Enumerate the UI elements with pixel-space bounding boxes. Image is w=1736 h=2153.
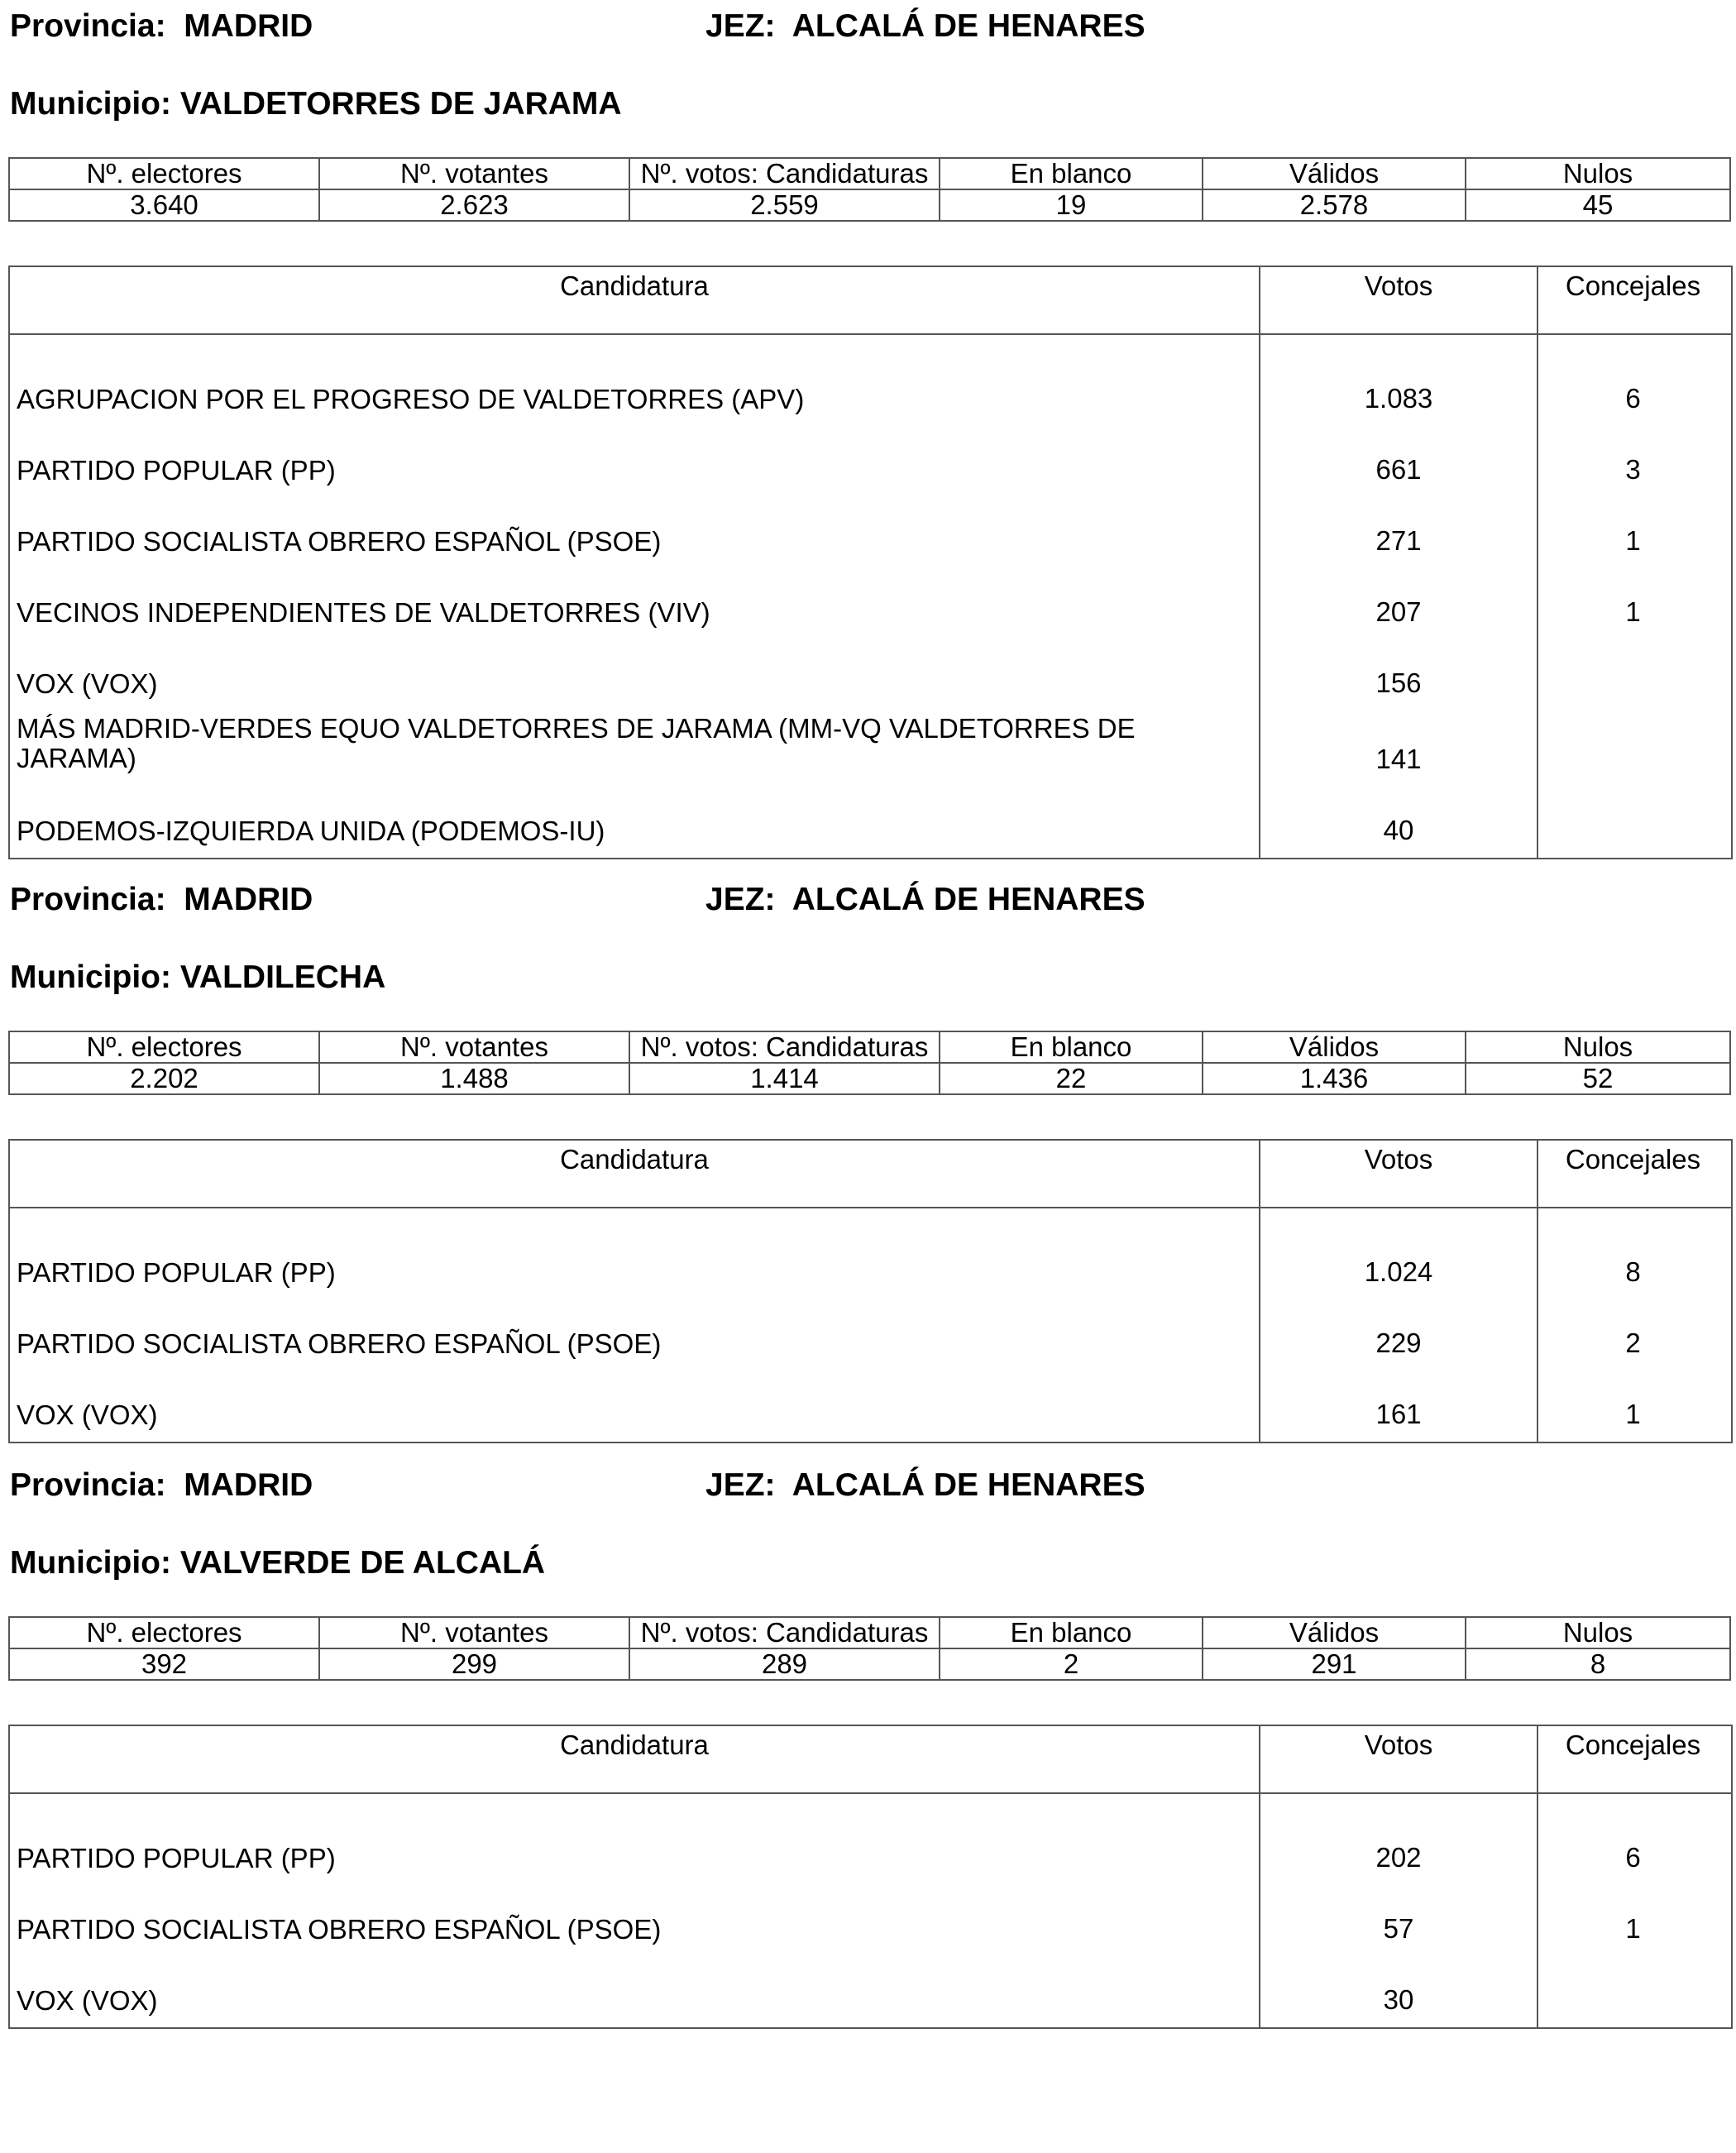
stats-value: 22: [940, 1063, 1203, 1094]
stats-header: Nº. votantes: [319, 1031, 629, 1063]
provincia-heading: Provincia: MADRID: [10, 882, 313, 917]
candidatura-row: [10, 710, 1731, 787]
candidatura-row: [10, 1299, 1731, 1371]
candidatura-votos: 1.083: [1260, 355, 1538, 426]
candidaturas-table: [8, 1725, 1733, 2029]
candidatura-concejales: [1538, 1956, 1728, 2027]
stats-value: 8: [1466, 1648, 1730, 1680]
candidatura-name: PARTIDO POPULAR (PP): [10, 1228, 1260, 1299]
stats-value: 392: [9, 1648, 319, 1680]
candidaturas-header: [10, 1726, 1731, 1794]
stats-header: Nulos: [1466, 1031, 1730, 1063]
stats-table: [8, 157, 1731, 222]
stats-header: Nulos: [1466, 1617, 1730, 1648]
candidatura-votos: 271: [1260, 497, 1538, 568]
stats-header: Nº. votos: Candidaturas: [629, 158, 940, 189]
candidatura-votos: 661: [1260, 426, 1538, 497]
stats-value: 2.559: [629, 189, 940, 221]
candidatura-name: VOX (VOX): [10, 1956, 1260, 2027]
candidatura-concejales: [1538, 710, 1728, 787]
candidatura-votos: 202: [1260, 1814, 1538, 1885]
candidatura-concejales: 6: [1625, 1842, 1641, 1873]
stats-value-row: [9, 1648, 1730, 1680]
candidatura-votos: 141: [1260, 710, 1538, 787]
candidatura-row: [10, 355, 1731, 426]
stats-header-row: [9, 158, 1730, 189]
stats-value: 291: [1203, 1648, 1466, 1680]
stats-value: 2.578: [1203, 189, 1466, 221]
stats-value: 1.436: [1203, 1063, 1466, 1094]
stats-header: Nº. votos: Candidaturas: [629, 1617, 940, 1648]
stats-table: [8, 1616, 1731, 1681]
candidatura-row: [10, 639, 1731, 710]
stats-value: 299: [319, 1648, 629, 1680]
candidatura-concejales: 3: [1625, 454, 1641, 485]
candidatura-votos: 229: [1260, 1299, 1538, 1371]
stats-header: Nº. votantes: [319, 158, 629, 189]
candidatura-name: AGRUPACION POR EL PROGRESO DE VALDETORRES (APV): [10, 355, 1260, 426]
stats-header: Válidos: [1203, 1617, 1466, 1648]
stats-header: Nº. votos: Candidaturas: [629, 1031, 940, 1063]
header-votos: Votos: [1260, 1141, 1538, 1207]
candidatura-row: [10, 1371, 1731, 1442]
candidatura-name: PARTIDO SOCIALISTA OBRERO ESPAÑOL (PSOE): [10, 1885, 1260, 1956]
candidatura-row: [10, 568, 1731, 639]
candidatura-votos: 57: [1260, 1885, 1538, 1956]
candidatura-votos: 40: [1260, 787, 1538, 858]
candidaturas-header: [10, 1141, 1731, 1208]
stats-header: En blanco: [940, 1031, 1203, 1063]
candidatura-row: [10, 1814, 1731, 1885]
candidatura-votos: 207: [1260, 568, 1538, 639]
candidatura-row: [10, 787, 1731, 858]
stats-value: 2.202: [9, 1063, 319, 1094]
candidatura-concejales: [1538, 639, 1728, 710]
jez-heading: JEZ: ALCALÁ DE HENARES: [705, 1467, 1145, 1503]
header-concejales: Concejales: [1565, 270, 1701, 301]
jez-heading: JEZ: ALCALÁ DE HENARES: [705, 8, 1145, 44]
stats-value: 3.640: [9, 189, 319, 221]
candidatura-name: VECINOS INDEPENDIENTES DE VALDETORRES (VIV): [10, 568, 1260, 639]
candidatura-concejales: 8: [1625, 1256, 1641, 1287]
stats-value: 1.488: [319, 1063, 629, 1094]
header-concejales: Concejales: [1565, 1144, 1701, 1175]
candidatura-concejales: 6: [1625, 383, 1641, 414]
stats-header: En blanco: [940, 158, 1203, 189]
stats-header: Nulos: [1466, 158, 1730, 189]
stats-value: 19: [940, 189, 1203, 221]
candidatura-name: MÁS MADRID-VERDES EQUO VALDETORRES DE JARAMA (MM-VQ VALDETORRES DE JARAMA): [10, 710, 1260, 787]
provincia-heading: Provincia: MADRID: [10, 1467, 313, 1503]
stats-header: Nº. electores: [9, 1617, 319, 1648]
candidatura-concejales: [1538, 787, 1728, 858]
stats-value-row: [9, 189, 1730, 221]
stats-header: Nº. votantes: [319, 1617, 629, 1648]
header-votos: Votos: [1260, 267, 1538, 333]
candidatura-votos: 161: [1260, 1371, 1538, 1442]
header-candidatura: Candidatura: [10, 1141, 1260, 1207]
candidatura-concejales: 1: [1625, 596, 1641, 627]
candidatura-concejales: 1: [1625, 525, 1641, 556]
candidatura-name: PODEMOS-IZQUIERDA UNIDA (PODEMOS-IU): [10, 787, 1260, 858]
municipio-heading: Municipio: VALDILECHA: [10, 959, 386, 995]
candidatura-row: [10, 1885, 1731, 1956]
stats-value: 2.623: [319, 189, 629, 221]
candidatura-votos: 1.024: [1260, 1228, 1538, 1299]
stats-header: Nº. electores: [9, 158, 319, 189]
stats-header: En blanco: [940, 1617, 1203, 1648]
header-candidatura: Candidatura: [10, 267, 1260, 333]
candidatura-concejales: 2: [1625, 1328, 1641, 1358]
candidatura-votos: 30: [1260, 1956, 1538, 2027]
candidatura-row: [10, 1228, 1731, 1299]
municipio-heading: Municipio: VALVERDE DE ALCALÁ: [10, 1545, 546, 1581]
candidatura-name: PARTIDO POPULAR (PP): [10, 426, 1260, 497]
stats-value: 45: [1466, 189, 1730, 221]
municipio-heading: Municipio: VALDETORRES DE JARAMA: [10, 86, 622, 122]
candidatura-name: PARTIDO SOCIALISTA OBRERO ESPAÑOL (PSOE): [10, 1299, 1260, 1371]
candidatura-name: PARTIDO POPULAR (PP): [10, 1814, 1260, 1885]
header-votos: Votos: [1260, 1726, 1538, 1792]
stats-value-row: [9, 1063, 1730, 1094]
candidaturas-header: [10, 267, 1731, 335]
stats-value: 1.414: [629, 1063, 940, 1094]
stats-header-row: [9, 1031, 1730, 1063]
stats-table: [8, 1031, 1731, 1095]
stats-header: Válidos: [1203, 158, 1466, 189]
candidatura-name: PARTIDO SOCIALISTA OBRERO ESPAÑOL (PSOE): [10, 497, 1260, 568]
jez-heading: JEZ: ALCALÁ DE HENARES: [705, 882, 1145, 917]
stats-value: 2: [940, 1648, 1203, 1680]
candidatura-concejales: 1: [1625, 1399, 1641, 1429]
stats-value: 289: [629, 1648, 940, 1680]
candidatura-name: VOX (VOX): [10, 639, 1260, 710]
provincia-heading: Provincia: MADRID: [10, 8, 313, 44]
candidaturas-table: [8, 266, 1733, 859]
stats-value: 52: [1466, 1063, 1730, 1094]
candidatura-row: [10, 1956, 1731, 2027]
candidatura-row: [10, 497, 1731, 568]
stats-header-row: [9, 1617, 1730, 1648]
stats-header: Válidos: [1203, 1031, 1466, 1063]
candidatura-row: [10, 426, 1731, 497]
candidatura-name: VOX (VOX): [10, 1371, 1260, 1442]
candidaturas-table: [8, 1139, 1733, 1443]
header-candidatura: Candidatura: [10, 1726, 1260, 1792]
candidatura-concejales: 1: [1625, 1913, 1641, 1944]
stats-header: Nº. electores: [9, 1031, 319, 1063]
candidatura-votos: 156: [1260, 639, 1538, 710]
header-concejales: Concejales: [1565, 1730, 1701, 1760]
